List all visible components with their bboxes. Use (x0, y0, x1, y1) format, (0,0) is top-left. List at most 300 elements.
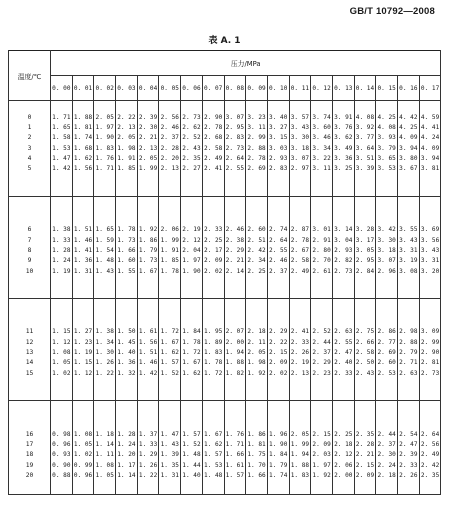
value-cell: 1. 59 (94, 235, 116, 245)
value-cell: 2. 30 (137, 123, 159, 133)
value-cell: 1. 24 (51, 256, 73, 266)
value-cell: 2. 78 (246, 154, 268, 164)
value-cell: 4. 08 (354, 113, 376, 123)
value-cell: 2. 68 (202, 133, 224, 143)
value-cell: 1. 85 (159, 256, 181, 266)
group-spacer (9, 277, 441, 299)
value-cell: 1. 65 (51, 123, 73, 133)
value-cell: 1. 57 (202, 450, 224, 460)
value-cell: 2. 83 (224, 133, 246, 143)
value-cell: 3. 67 (398, 164, 420, 174)
value-cell: 4. 25 (398, 123, 420, 133)
value-cell: 3. 94 (398, 144, 420, 154)
temperature-cell: 3 (9, 144, 51, 154)
value-cell: 2. 81 (419, 358, 441, 368)
value-cell: 2. 18 (246, 327, 268, 337)
table-row (9, 144, 441, 154)
value-cell: 1. 51 (137, 348, 159, 358)
table-row (9, 113, 441, 123)
value-cell: 1. 72 (181, 348, 203, 358)
value-cell: 1. 26 (137, 460, 159, 470)
pressure-header-cell: 0. 04 (137, 76, 159, 101)
temperature-cell: 9 (9, 256, 51, 266)
value-cell: 1. 19 (72, 348, 94, 358)
table-row (9, 154, 441, 164)
value-cell: 2. 19 (181, 225, 203, 235)
value-cell: 2. 18 (332, 440, 354, 450)
pressure-header-cell: 0. 01 (72, 76, 94, 101)
pressure-header-cell: 0. 08 (224, 76, 246, 101)
value-cell: 3. 15 (267, 133, 289, 143)
value-cell: 3. 92 (354, 123, 376, 133)
value-cell: 2. 49 (202, 154, 224, 164)
value-cell: 2. 73 (332, 266, 354, 276)
value-cell: 2. 63 (398, 368, 420, 378)
value-cell: 1. 90 (267, 440, 289, 450)
value-cell: 1. 37 (137, 429, 159, 439)
value-cell: 3. 27 (267, 123, 289, 133)
value-cell: 2. 46 (159, 123, 181, 133)
value-cell: 3. 43 (398, 235, 420, 245)
value-cell: 3. 31 (398, 246, 420, 256)
value-cell: 3. 01 (311, 225, 333, 235)
value-cell: 2. 67 (289, 246, 311, 256)
value-cell: 1. 71 (51, 113, 73, 123)
value-cell: 3. 36 (332, 154, 354, 164)
table-row (9, 471, 441, 481)
value-cell: 1. 90 (181, 266, 203, 276)
value-cell: 2. 04 (181, 246, 203, 256)
pressure-header-cell: 0. 02 (94, 76, 116, 101)
value-cell: 4. 25 (376, 113, 398, 123)
value-cell: 2. 56 (159, 113, 181, 123)
value-cell: 2. 78 (202, 123, 224, 133)
value-cell: 2. 58 (354, 348, 376, 358)
value-cell: 1. 94 (289, 450, 311, 460)
table-row (9, 450, 441, 460)
table-row (9, 429, 441, 439)
value-cell: 4. 09 (398, 133, 420, 143)
value-cell: 3. 34 (311, 144, 333, 154)
value-cell: 1. 62 (202, 440, 224, 450)
value-cell: 2. 74 (267, 225, 289, 235)
value-cell: 1. 08 (72, 429, 94, 439)
value-cell: 1. 61 (224, 460, 246, 470)
value-cell: 2. 21 (224, 256, 246, 266)
value-cell: 1. 83 (202, 348, 224, 358)
value-cell: 2. 46 (267, 256, 289, 266)
table-row (9, 338, 441, 348)
value-cell: 1. 48 (181, 450, 203, 460)
value-cell: 2. 64 (224, 154, 246, 164)
value-cell: 1. 41 (72, 246, 94, 256)
value-cell: 1. 98 (246, 358, 268, 368)
value-cell: 2. 80 (311, 246, 333, 256)
value-cell: 1. 50 (116, 327, 138, 337)
value-cell: 1. 35 (159, 460, 181, 470)
temperature-cell: 5 (9, 164, 51, 174)
value-cell: 1. 97 (311, 460, 333, 470)
value-cell: 2. 33 (332, 368, 354, 378)
value-cell: 2. 49 (419, 450, 441, 460)
table-row (9, 368, 441, 378)
value-cell: 1. 86 (137, 235, 159, 245)
temperature-cell: 14 (9, 358, 51, 368)
pressure-header-cell: 0. 11 (289, 76, 311, 101)
value-cell: 2. 25 (332, 429, 354, 439)
temperature-cell: 19 (9, 460, 51, 470)
table-row (9, 123, 441, 133)
temperature-cell: 8 (9, 246, 51, 256)
value-cell: 0. 98 (51, 429, 73, 439)
value-cell: 1. 12 (51, 338, 73, 348)
value-cell: 2. 26 (289, 348, 311, 358)
value-cell: 2. 73 (224, 144, 246, 154)
value-cell: 1. 31 (72, 266, 94, 276)
temperature-cell: 4 (9, 154, 51, 164)
table-row (9, 246, 441, 256)
value-cell: 2. 46 (224, 225, 246, 235)
value-cell: 2. 53 (376, 368, 398, 378)
value-cell: 1. 96 (267, 429, 289, 439)
value-cell: 1. 19 (51, 266, 73, 276)
value-cell: 1. 33 (137, 440, 159, 450)
value-cell: 1. 40 (181, 471, 203, 481)
value-cell: 2. 20 (159, 154, 181, 164)
value-cell: 4. 59 (419, 113, 441, 123)
value-cell: 2. 87 (289, 225, 311, 235)
table-row (9, 460, 441, 470)
value-cell: 3. 28 (354, 225, 376, 235)
value-cell: 1. 52 (181, 440, 203, 450)
value-cell: 1. 92 (137, 225, 159, 235)
value-cell: 1. 55 (116, 266, 138, 276)
value-cell: 3. 94 (419, 154, 441, 164)
value-cell: 2. 02 (202, 266, 224, 276)
value-cell: 2. 44 (311, 338, 333, 348)
value-cell: 3. 43 (419, 246, 441, 256)
value-cell: 2. 05 (246, 348, 268, 358)
value-cell: 2. 96 (376, 266, 398, 276)
value-cell: 2. 91 (311, 235, 333, 245)
temperature-cell: 11 (9, 327, 51, 337)
value-cell: 3. 04 (332, 235, 354, 245)
value-cell: 2. 05 (137, 154, 159, 164)
value-cell: 3. 08 (398, 266, 420, 276)
value-cell: 1. 43 (159, 440, 181, 450)
value-cell: 2. 05 (289, 429, 311, 439)
value-cell: 1. 79 (267, 460, 289, 470)
value-cell: 1. 83 (289, 471, 311, 481)
value-cell: 3. 51 (354, 154, 376, 164)
value-cell: 2. 15 (311, 429, 333, 439)
value-cell: 1. 65 (94, 225, 116, 235)
value-cell: 1. 28 (116, 429, 138, 439)
value-cell: 2. 82 (332, 256, 354, 266)
value-cell: 1. 15 (72, 358, 94, 368)
value-cell: 2. 28 (354, 440, 376, 450)
value-cell: 2. 29 (267, 327, 289, 337)
value-cell: 1. 29 (137, 450, 159, 460)
value-cell: 2. 95 (224, 123, 246, 133)
group-spacer (9, 379, 441, 401)
value-cell: 4. 41 (419, 123, 441, 133)
value-cell: 3. 23 (246, 113, 268, 123)
value-cell: 1. 48 (202, 471, 224, 481)
value-cell: 3. 18 (376, 246, 398, 256)
pressure-header-cell: 0. 03 (116, 76, 138, 101)
value-cell: 1. 88 (72, 113, 94, 123)
value-cell: 4. 08 (376, 123, 398, 133)
temperature-cell: 10 (9, 266, 51, 276)
value-cell: 2. 64 (419, 429, 441, 439)
group-spacer (9, 298, 441, 327)
value-cell: 2. 88 (246, 144, 268, 154)
value-cell: 2. 25 (246, 266, 268, 276)
value-cell: 1. 17 (116, 460, 138, 470)
value-cell: 1. 68 (72, 144, 94, 154)
value-cell: 3. 03 (267, 144, 289, 154)
value-cell: 2. 06 (159, 225, 181, 235)
value-cell: 2. 43 (354, 368, 376, 378)
value-cell: 1. 62 (72, 154, 94, 164)
value-cell: 2. 61 (311, 266, 333, 276)
value-cell: 3. 42 (376, 225, 398, 235)
value-cell: 1. 99 (137, 164, 159, 174)
value-cell: 3. 20 (419, 266, 441, 276)
value-cell: 2. 13 (289, 368, 311, 378)
value-cell: 2. 13 (116, 123, 138, 133)
value-cell: 1. 67 (159, 338, 181, 348)
value-cell: 2. 12 (332, 450, 354, 460)
value-cell: 1. 22 (137, 471, 159, 481)
temperature-cell: 18 (9, 450, 51, 460)
value-cell: 1. 45 (116, 338, 138, 348)
value-cell: 2. 22 (267, 338, 289, 348)
pressure-header-row (9, 76, 441, 101)
value-cell: 2. 26 (398, 471, 420, 481)
value-cell: 4. 09 (419, 144, 441, 154)
value-cell: 1. 47 (159, 429, 181, 439)
value-cell: 2. 37 (311, 348, 333, 358)
value-cell: 2. 58 (289, 256, 311, 266)
value-cell: 3. 46 (311, 133, 333, 143)
value-cell: 1. 71 (94, 164, 116, 174)
value-cell: 2. 17 (202, 246, 224, 256)
value-cell: 2. 40 (332, 358, 354, 368)
pressure-header-cell: 0. 10 (267, 76, 289, 101)
temperature-cell: 2 (9, 133, 51, 143)
value-cell: 2. 99 (419, 338, 441, 348)
table-row (9, 256, 441, 266)
value-cell: 2. 60 (246, 225, 268, 235)
table-row (9, 225, 441, 235)
value-cell: 3. 31 (419, 256, 441, 266)
pressure-header-cell: 0. 15 (376, 76, 398, 101)
value-cell: 1. 73 (116, 235, 138, 245)
value-cell: 1. 74 (72, 133, 94, 143)
value-cell: 3. 76 (332, 123, 354, 133)
value-cell: 1. 26 (94, 358, 116, 368)
value-cell: 2. 37 (267, 266, 289, 276)
value-cell: 0. 96 (72, 471, 94, 481)
value-cell: 1. 99 (159, 235, 181, 245)
value-cell: 1. 18 (94, 429, 116, 439)
value-cell: 3. 49 (332, 144, 354, 154)
value-cell: 2. 58 (202, 144, 224, 154)
value-cell: 1. 31 (159, 471, 181, 481)
value-cell: 2. 56 (419, 440, 441, 450)
value-cell: 2. 62 (181, 123, 203, 133)
value-cell: 2. 55 (224, 164, 246, 174)
value-cell: 2. 13 (137, 144, 159, 154)
value-cell: 1. 05 (94, 471, 116, 481)
value-cell: 2. 28 (159, 144, 181, 154)
value-cell: 1. 66 (116, 246, 138, 256)
value-cell: 1. 78 (159, 266, 181, 276)
value-cell: 3. 07 (289, 154, 311, 164)
value-cell: 1. 02 (72, 450, 94, 460)
value-cell: 1. 76 (224, 429, 246, 439)
value-cell: 1. 73 (137, 256, 159, 266)
value-cell: 3. 91 (332, 113, 354, 123)
value-cell: 1. 56 (137, 338, 159, 348)
table-row (9, 133, 441, 143)
group-spacer (9, 481, 441, 495)
table-row (9, 358, 441, 368)
value-cell: 1. 75 (246, 450, 268, 460)
value-cell: 2. 55 (267, 246, 289, 256)
temperature-cell: 1 (9, 123, 51, 133)
value-cell: 1. 23 (72, 338, 94, 348)
pressure-header-cell: 0. 06 (181, 76, 203, 101)
value-cell: 1. 38 (94, 327, 116, 337)
table-row (9, 348, 441, 358)
value-cell: 0. 99 (72, 460, 94, 470)
pressure-header-cell: 0. 14 (354, 76, 376, 101)
value-cell: 2. 51 (246, 235, 268, 245)
table-row (9, 327, 441, 337)
value-cell: 1. 66 (246, 471, 268, 481)
value-cell: 1. 24 (116, 440, 138, 450)
value-cell: 2. 38 (224, 235, 246, 245)
value-cell: 1. 86 (246, 429, 268, 439)
value-cell: 0. 88 (51, 471, 73, 481)
value-cell: 1. 44 (181, 460, 203, 470)
value-cell: 1. 08 (94, 460, 116, 470)
value-cell: 1. 94 (224, 348, 246, 358)
value-cell: 2. 09 (311, 440, 333, 450)
value-cell: 3. 39 (354, 164, 376, 174)
value-cell: 1. 67 (137, 266, 159, 276)
value-cell: 1. 46 (72, 235, 94, 245)
value-cell: 1. 02 (51, 368, 73, 378)
value-cell: 1. 54 (94, 246, 116, 256)
value-cell: 2. 93 (267, 154, 289, 164)
value-cell: 1. 78 (116, 225, 138, 235)
value-cell: 2. 98 (398, 327, 420, 337)
value-cell: 2. 22 (116, 113, 138, 123)
value-cell: 2. 71 (398, 358, 420, 368)
value-cell: 1. 42 (137, 368, 159, 378)
value-cell: 2. 09 (202, 256, 224, 266)
value-cell: 2. 29 (224, 246, 246, 256)
value-cell: 2. 69 (376, 348, 398, 358)
value-cell: 1. 36 (116, 358, 138, 368)
value-cell: 2. 03 (311, 450, 333, 460)
value-cell: 3. 07 (376, 256, 398, 266)
value-cell: 2. 64 (267, 235, 289, 245)
value-cell: 1. 46 (137, 358, 159, 368)
value-cell: 1. 85 (116, 164, 138, 174)
value-cell: 2. 84 (354, 266, 376, 276)
value-cell: 1. 84 (267, 450, 289, 460)
value-cell: 1. 78 (181, 338, 203, 348)
value-cell: 3. 56 (419, 235, 441, 245)
value-cell: 2. 90 (419, 348, 441, 358)
value-cell: 2. 35 (354, 429, 376, 439)
value-cell: 1. 11 (94, 450, 116, 460)
table-row (9, 266, 441, 276)
value-cell: 2. 79 (398, 348, 420, 358)
value-cell: 3. 55 (398, 225, 420, 235)
value-cell: 1. 42 (51, 164, 73, 174)
value-cell: 3. 30 (376, 235, 398, 245)
value-cell: 1. 91 (159, 246, 181, 256)
table-title: 表 A. 1 (208, 36, 241, 46)
value-cell: 2. 14 (224, 266, 246, 276)
value-cell: 2. 35 (181, 154, 203, 164)
value-cell: 3. 62 (332, 133, 354, 143)
value-cell: 2. 19 (289, 358, 311, 368)
value-cell: 2. 18 (376, 471, 398, 481)
value-cell: 1. 47 (51, 154, 73, 164)
value-cell: 1. 05 (51, 358, 73, 368)
value-cell: 1. 48 (94, 256, 116, 266)
value-cell: 1. 95 (202, 327, 224, 337)
value-cell: 2. 34 (246, 256, 268, 266)
value-cell: 2. 52 (181, 133, 203, 143)
value-cell: 1. 99 (289, 440, 311, 450)
value-cell: 2. 73 (419, 368, 441, 378)
value-cell: 1. 97 (181, 256, 203, 266)
value-cell: 3. 18 (289, 144, 311, 154)
value-cell: 3. 11 (246, 123, 268, 133)
value-cell: 1. 56 (72, 164, 94, 174)
value-cell: 1. 43 (94, 266, 116, 276)
value-cell: 1. 40 (116, 348, 138, 358)
value-cell: 2. 41 (202, 164, 224, 174)
value-cell: 2. 70 (311, 256, 333, 266)
value-cell: 2. 12 (181, 235, 203, 245)
temperature-cell: 7 (9, 235, 51, 245)
value-cell: 1. 92 (311, 471, 333, 481)
value-cell: 2. 54 (398, 429, 420, 439)
value-cell: 1. 76 (94, 154, 116, 164)
value-cell: 2. 86 (376, 327, 398, 337)
value-cell: 1. 92 (246, 368, 268, 378)
pressure-header-cell: 0. 05 (159, 76, 181, 101)
value-cell: 1. 62 (159, 348, 181, 358)
value-cell: 3. 25 (332, 164, 354, 174)
value-cell: 2. 35 (419, 471, 441, 481)
pressure-header-cell: 0. 16 (398, 76, 420, 101)
value-cell: 3. 57 (289, 113, 311, 123)
group-spacer (9, 174, 441, 196)
value-cell: 3. 19 (398, 256, 420, 266)
value-cell: 2. 33 (202, 225, 224, 235)
pressure-temperature-table (8, 50, 441, 495)
